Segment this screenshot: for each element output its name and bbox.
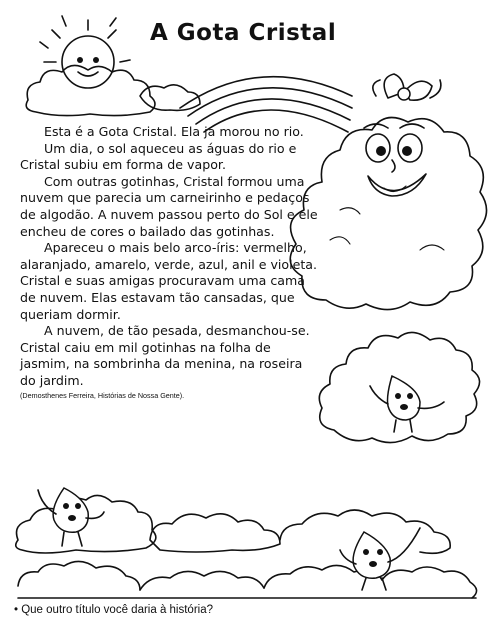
drop-character-icon xyxy=(38,488,104,546)
story-paragraph: Um dia, o sol aqueceu as águas do rio e Cristal subiu em forma de vapor. xyxy=(20,140,297,173)
drop-character-icon xyxy=(370,376,444,432)
story-paragraph: Esta é a Gota Cristal. Ela já morou no rio. xyxy=(44,124,304,139)
story-paragraph: A nuvem, de tão pesada, desmanchou-se. Cristal caiu em mil gotinhas na folha de jasmim, na sombrinha da menina, na roseira do jardim. xyxy=(20,323,310,388)
cloud-icon xyxy=(26,65,200,115)
citation: (Demosthenes Ferreira, Histórias de Nossa Gente). xyxy=(20,390,185,400)
story-paragraph: Cristal e suas amigas procuravam uma cama de nuvem. Elas estavam tão cansadas, que queriam dormir. xyxy=(20,273,305,322)
story-paragraph: Apareceu o mais belo arco-íris: vermelho, alaranjado, amarelo, verde, azul, anil e violeta. xyxy=(20,240,318,272)
page-title: A Gota Cristal xyxy=(150,20,337,46)
question-prompt: • Que outro título você daria à história? xyxy=(14,604,213,616)
story-paragraph: Com outras gotinhas, Cristal formou uma nuvem que parecia um carneirinho e pedaços de algodão. A nuvem passou perto do Sol e ele encheu de cores o bailado das gotinhas. xyxy=(20,173,318,239)
sun-icon xyxy=(40,16,130,88)
story-text xyxy=(20,124,320,401)
drop-character-icon xyxy=(340,528,420,590)
